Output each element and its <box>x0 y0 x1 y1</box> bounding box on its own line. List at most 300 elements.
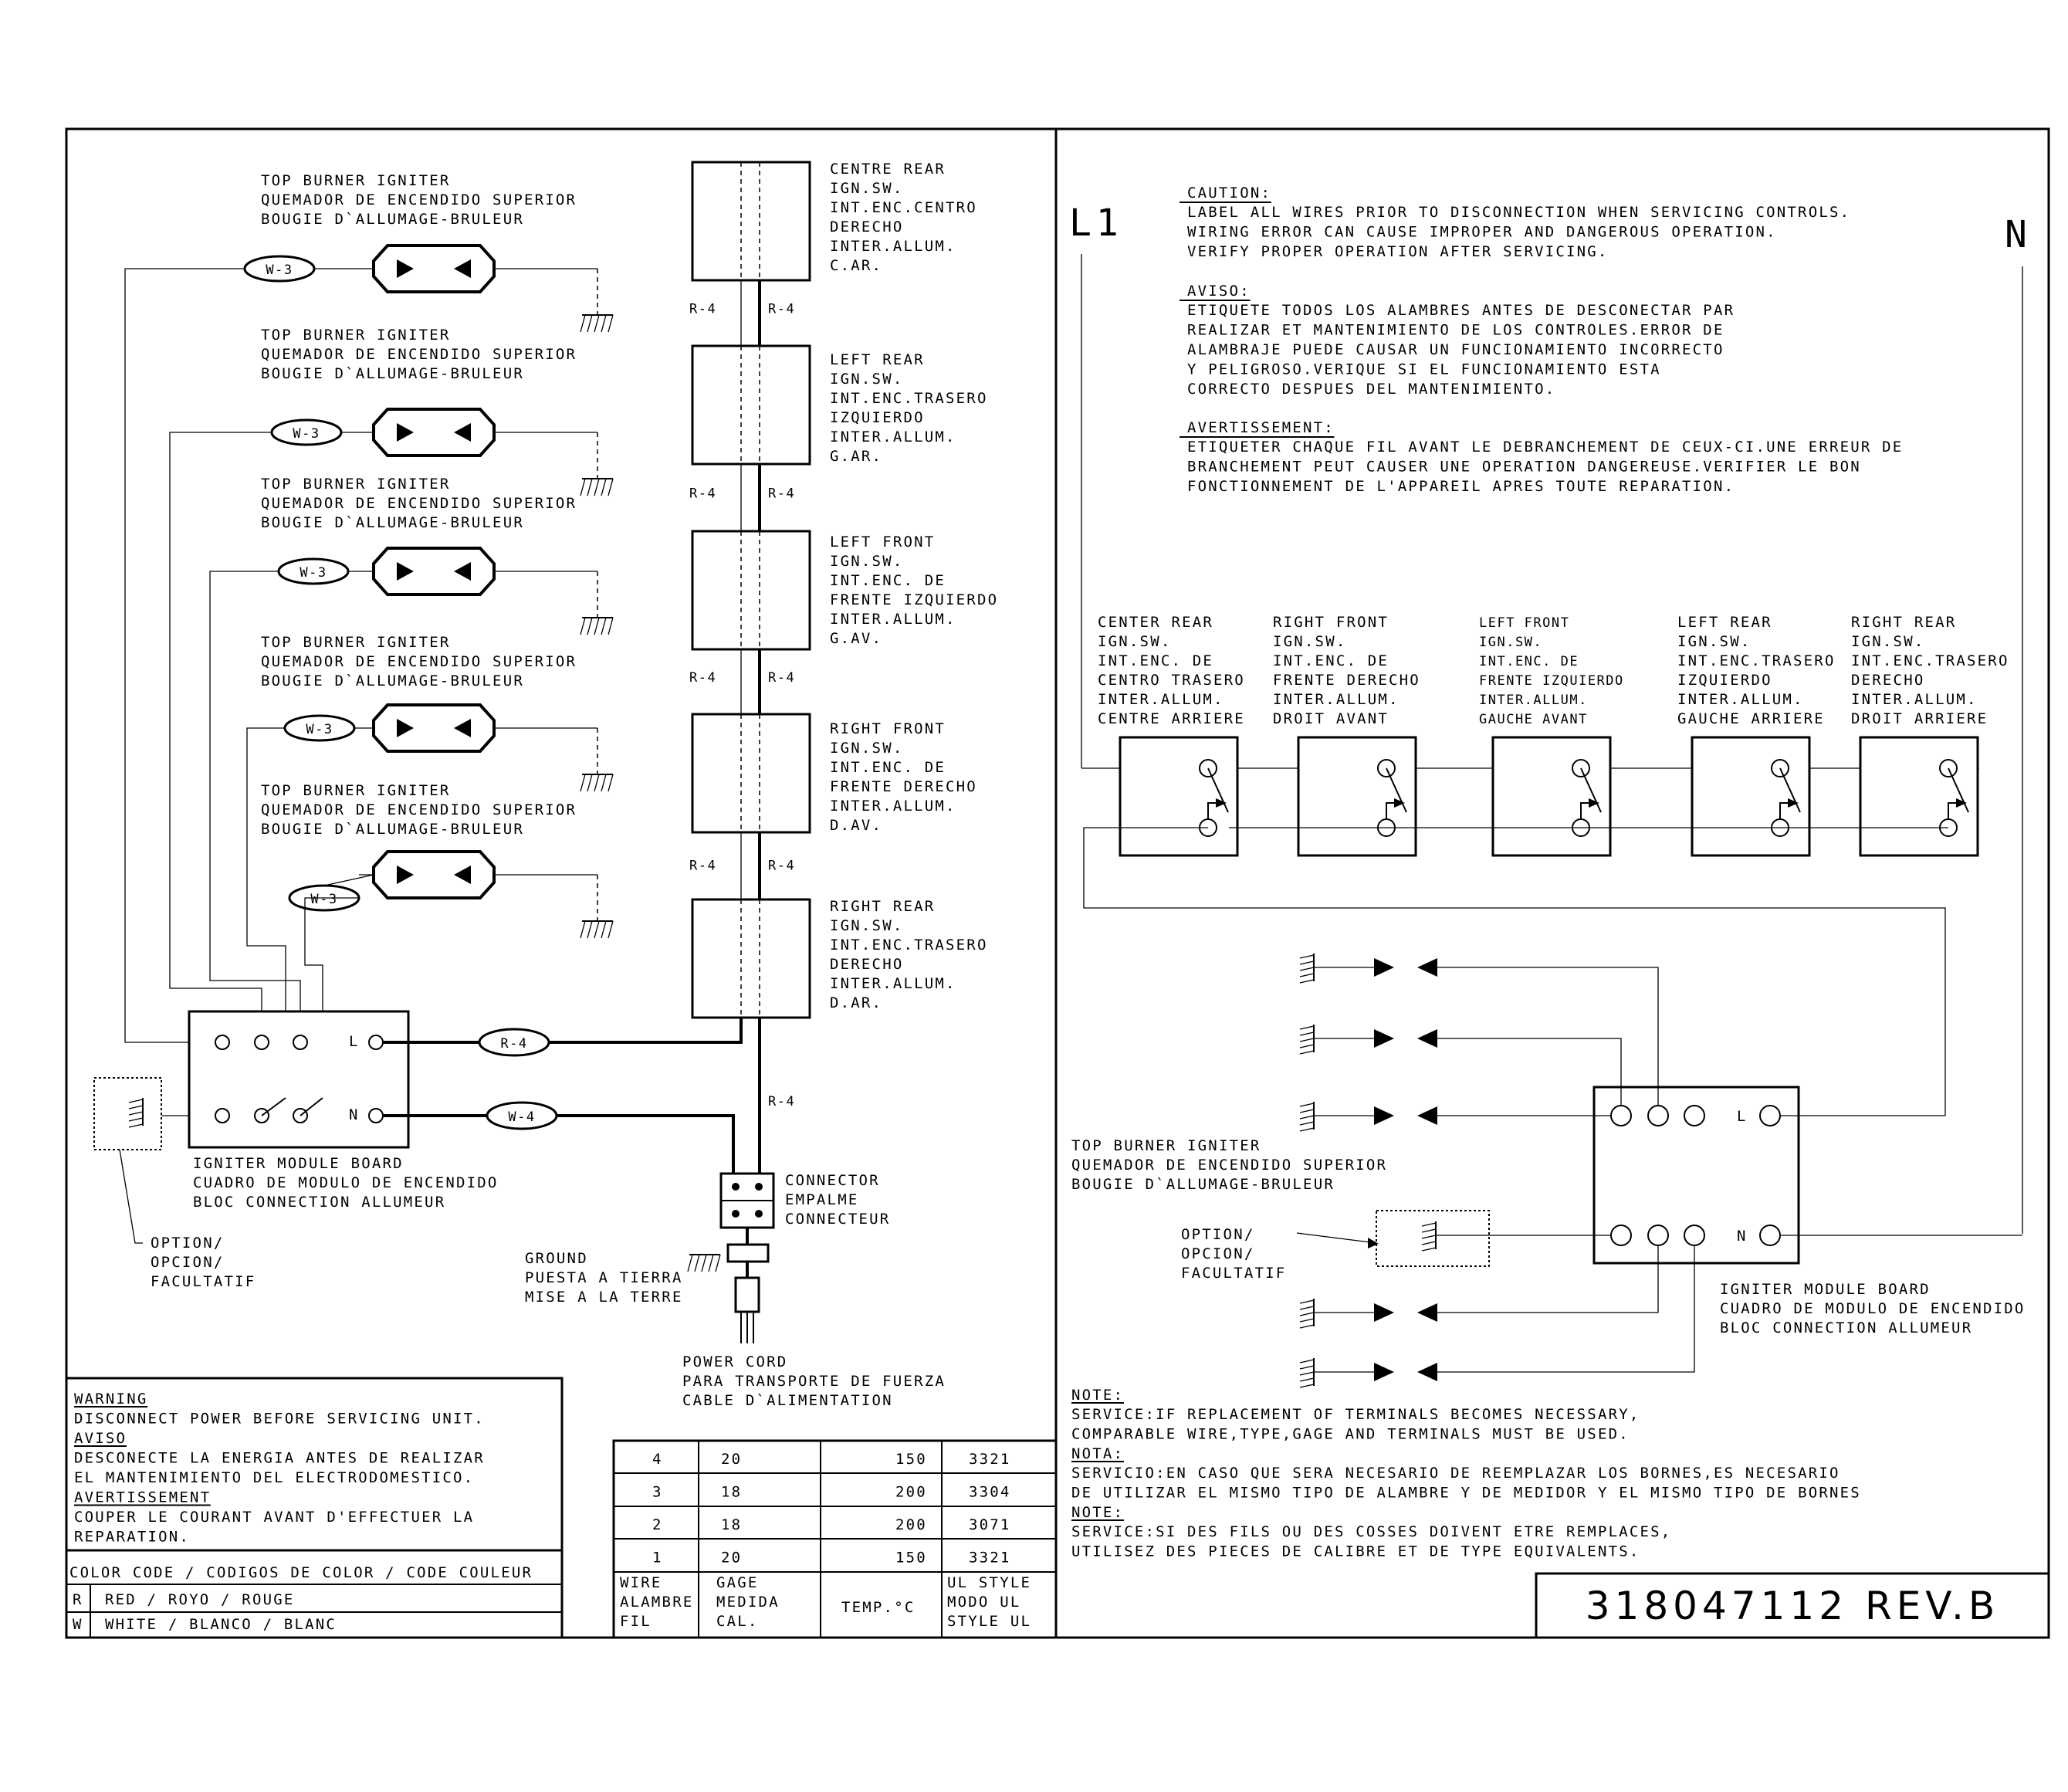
ground-icon <box>580 921 613 938</box>
warning-line: DISCONNECT POWER BEFORE SERVICING UNIT. <box>74 1410 485 1428</box>
wire-table-header: STYLE UL <box>947 1613 1032 1630</box>
ignition-switch-group <box>1677 614 1836 855</box>
switch-label: RIGHT REAR <box>1851 614 1957 631</box>
igniter-symbol <box>1300 1102 1437 1131</box>
wire-line <box>709 1255 713 1272</box>
power-cord-label: CABLE D`ALIMENTATION <box>682 1392 893 1409</box>
wire-line <box>1300 955 1314 958</box>
wire-table-header: CAL. <box>716 1613 759 1630</box>
arrow-left-icon <box>1417 1106 1437 1125</box>
wire-table-header: FIL <box>620 1613 652 1630</box>
switch-label: INTER.ALLUM. <box>830 975 956 992</box>
wire-line <box>129 1118 143 1121</box>
aviso-line: ETIQUETE TODOS LOS ALAMBRES ANTES DE DESCONECTAR PAR <box>1187 302 1735 319</box>
ignition-switch-group <box>1098 614 1245 855</box>
switch-label: DROIT ARRIERE <box>1851 710 1988 727</box>
igniter-label: TOP BURNER IGNITER <box>1071 1137 1261 1154</box>
arrow-left-icon <box>1417 1363 1437 1381</box>
switch-label: FRENTE IZQUIERDO <box>1479 673 1624 689</box>
switch-label: IGN.SW. <box>830 917 904 934</box>
switch-label: INTER.ALLUM. <box>1677 691 1804 708</box>
ignition-switch-group <box>1851 614 2009 855</box>
switch-label: IGN.SW. <box>1098 633 1172 650</box>
switch-label: RIGHT FRONT <box>1273 614 1389 631</box>
r4-label: R-4 <box>768 301 796 317</box>
arrow-right-icon <box>1374 958 1394 977</box>
wire-line <box>129 1099 143 1103</box>
igniter-symbol <box>1300 954 1437 983</box>
igniter-wire <box>1437 1245 1694 1372</box>
w4-wire-label: W-4 <box>508 1109 536 1125</box>
switch-label: GAUCHE ARRIERE <box>1677 710 1825 727</box>
switch-label: INTER.ALLUM. <box>1851 691 1978 708</box>
switch-label: INTER.ALLUM. <box>830 429 956 445</box>
wire-table-header: ALAMBRE <box>620 1594 694 1611</box>
ground-icon <box>1422 1221 1436 1251</box>
wire-table-header: WIRE <box>620 1574 662 1591</box>
igniter-label: BOUGIE D`ALLUMAGE-BRULEUR <box>261 672 524 689</box>
option-label: OPCION/ <box>1181 1245 1255 1262</box>
tables <box>66 1378 1056 1638</box>
wire-line <box>1300 1300 1314 1303</box>
ground-icon <box>129 1098 143 1127</box>
terminal <box>1611 1225 1631 1245</box>
note-title: NOTE: <box>1071 1504 1125 1521</box>
wire-line <box>1300 967 1314 971</box>
module-label: IGNITER MODULE BOARD <box>193 1155 404 1172</box>
switch-label: INT.ENC.TRASERO <box>1677 652 1836 669</box>
wire-table-cell: 3304 <box>969 1483 1011 1501</box>
igniter-body <box>374 852 494 898</box>
ignition-switch-group <box>1273 614 1420 855</box>
connector-pin <box>755 1210 763 1218</box>
wire-line <box>1300 1378 1314 1381</box>
connector-label: CONNECTOR <box>785 1172 880 1189</box>
ignition-switch-box <box>692 714 810 832</box>
switch-label: INT.ENC. DE <box>830 759 946 776</box>
switch-label: INTER.ALLUM. <box>830 611 956 628</box>
r4-wire-label: R-4 <box>500 1036 528 1052</box>
wire-line <box>587 315 592 332</box>
wire-line <box>601 774 606 791</box>
module-label: CUADRO DE MODULO DE ENCENDIDO <box>193 1174 499 1191</box>
wire-code-label: W-3 <box>266 263 293 278</box>
ignition-switch-box <box>692 162 810 280</box>
switch-label: D.AR. <box>830 994 883 1011</box>
wire-to-module <box>125 269 245 1042</box>
part-number: 318047112 REV.B <box>1585 1584 2000 1628</box>
switch-label: GAUCHE AVANT <box>1479 712 1588 727</box>
wire-line <box>1300 1122 1314 1125</box>
wire-table-cell: 20 <box>721 1549 743 1567</box>
switch-label: LEFT REAR <box>830 351 925 368</box>
module-label: BLOC CONNECTION ALLUMEUR <box>193 1194 446 1211</box>
igniter-icon <box>374 852 494 898</box>
igniter-group <box>261 476 613 635</box>
switch-label: CENTRE ARRIERE <box>1098 710 1245 727</box>
note-line: SERVICE:IF REPLACEMENT OF TERMINALS BECOMES NECESSARY, <box>1071 1406 1640 1423</box>
option-leader <box>1297 1233 1376 1243</box>
wire-line <box>1300 1313 1314 1316</box>
terminal <box>1611 1106 1631 1126</box>
wire-table-cell: 4 <box>652 1451 663 1468</box>
igniter-label: QUEMADOR DE ENCENDIDO SUPERIOR <box>1071 1157 1388 1174</box>
ground-icon <box>1300 1025 1314 1054</box>
wire-line <box>594 921 599 938</box>
wire-line <box>702 1255 706 1272</box>
option-label: FACULTATIF <box>1181 1265 1287 1282</box>
option-label: FACULTATIF <box>151 1273 256 1290</box>
wire-line <box>695 1255 699 1272</box>
switch-label: INTER.ALLUM. <box>830 238 956 255</box>
wire-to-module <box>170 432 272 1042</box>
wire-line <box>324 875 374 886</box>
terminal <box>1684 1225 1704 1245</box>
ignition-switch-box <box>1692 737 1809 855</box>
wire-line <box>1300 1045 1314 1048</box>
arrow-left-icon <box>1417 1029 1437 1048</box>
note-line: SERVICIO:EN CASO QUE SERA NECESARIO DE REEMPLAZAR LOS BORNES,ES NECESARIO <box>1071 1465 1840 1482</box>
terminal <box>215 1035 229 1049</box>
ignition-switch-group <box>1479 615 1624 855</box>
igniter-label: BOUGIE D`ALLUMAGE-BRULEUR <box>1071 1176 1335 1193</box>
switch-label: FRENTE IZQUIERDO <box>830 591 999 608</box>
aviso-line: ALAMBRAJE PUEDE CAUSAR UN FUNCIONAMIENTO INCORRECTO <box>1187 341 1724 358</box>
wire-line <box>1300 1360 1314 1363</box>
note-line: DE UTILIZAR EL MISMO TIPO DE ALAMBRE Y DE MEDIDOR Y EL MISMO TIPO DE BORNES <box>1071 1484 1861 1502</box>
terminal <box>1684 1106 1704 1126</box>
wire-line <box>1300 1325 1314 1328</box>
igniter-label: TOP BURNER IGNITER <box>261 327 451 344</box>
switch-label: IGN.SW. <box>1479 635 1543 650</box>
avertissement-line: FONCTIONNEMENT DE L'APPAREIL APRES TOUTE REPARATION. <box>1187 478 1735 495</box>
ground-icon <box>1300 1299 1314 1328</box>
module-label: IGNITER MODULE BOARD <box>1720 1281 1931 1298</box>
terminal <box>255 1035 269 1049</box>
wire-table-header: MODO UL <box>947 1594 1021 1611</box>
switch-label: IGN.SW. <box>1273 633 1347 650</box>
wire-table-cell: 3 <box>652 1483 663 1501</box>
right-panel <box>1069 185 2049 1638</box>
r4-label: R-4 <box>768 858 796 874</box>
switch-label: RIGHT REAR <box>830 898 936 915</box>
wire-table-header: TEMP.°C <box>841 1599 916 1616</box>
ignition-switch-box <box>692 899 810 1018</box>
igniter-label: BOUGIE D`ALLUMAGE-BRULEUR <box>261 211 524 228</box>
wire-line <box>608 479 613 496</box>
igniter-icon <box>374 705 494 751</box>
option-label: OPTION/ <box>1181 1226 1255 1243</box>
color-code-name: RED / ROYO / ROUGE <box>105 1591 295 1608</box>
ground-icon <box>1300 954 1314 983</box>
ignition-switch-box <box>1120 737 1237 855</box>
igniter-label: BOUGIE D`ALLUMAGE-BRULEUR <box>261 821 524 838</box>
ground-icon <box>1300 1102 1314 1131</box>
r4-label: R-4 <box>768 670 796 686</box>
ignition-switch-box <box>692 346 810 464</box>
ignition-switch-box <box>1860 737 1978 855</box>
wire-code-label: W-3 <box>300 565 327 581</box>
igniter-label: TOP BURNER IGNITER <box>261 476 451 493</box>
ground-icon <box>580 618 613 635</box>
switch-label: D.AV. <box>830 817 883 834</box>
r4-label: R-4 <box>768 486 796 502</box>
wire-line <box>601 921 606 938</box>
l-terminal <box>1760 1106 1780 1126</box>
wire-line <box>1300 961 1314 964</box>
power-cord-label: POWER CORD <box>682 1353 788 1370</box>
wire-line <box>716 1255 720 1272</box>
wire-line <box>1300 1319 1314 1322</box>
switch-label: IGN.SW. <box>830 740 904 757</box>
igniter-symbol <box>1300 1025 1437 1054</box>
ground-label: PUESTA A TIERRA <box>525 1269 683 1286</box>
igniter-label: BOUGIE D`ALLUMAGE-BRULEUR <box>261 514 524 531</box>
wire-line <box>1300 1384 1314 1387</box>
switch-label: IZQUIERDO <box>830 409 925 426</box>
wire-table-header: UL STYLE <box>947 1574 1032 1591</box>
wire-line <box>129 1112 143 1115</box>
wire-line <box>1300 1372 1314 1375</box>
switch-label: LEFT FRONT <box>1479 615 1570 631</box>
r4-label: R-4 <box>689 486 717 502</box>
igniter-body <box>374 246 494 292</box>
n-terminal <box>369 1109 383 1123</box>
wire-line <box>601 315 606 332</box>
wire-line <box>1422 1229 1436 1232</box>
terminal <box>1648 1106 1668 1126</box>
wire-line <box>587 921 592 938</box>
igniter-group <box>261 327 613 496</box>
ground-icon <box>580 774 613 791</box>
wire-line <box>1300 1038 1314 1042</box>
note-line: SERVICE:SI DES FILS OU DES COSSES DOIVENT ETRE REMPLACES, <box>1071 1523 1672 1540</box>
wire-line <box>608 921 613 938</box>
switch-label: IZQUIERDO <box>1677 672 1772 689</box>
ignition-switch-box <box>692 531 810 649</box>
wire-line <box>1422 1223 1436 1226</box>
wire-line <box>1300 1366 1314 1369</box>
ignition-switch-group <box>692 161 977 280</box>
wire-line <box>608 315 613 332</box>
switch-label: IGN.SW. <box>830 371 904 388</box>
switch-label: INTER.ALLUM. <box>1479 693 1588 708</box>
terminal <box>1572 760 1589 777</box>
wire-line <box>594 479 599 496</box>
terminal <box>293 1035 307 1049</box>
module-l-terminal-label: L <box>1737 1108 1748 1125</box>
avertissement-line: ETIQUETER CHAQUE FIL AVANT LE DEBRANCHEMENT DE CEUX-CI.UNE ERREUR DE <box>1187 439 1904 456</box>
aviso-line: CORRECTO DESPUES DEL MANTENIMIENTO. <box>1187 381 1556 398</box>
aviso-line: Y PELIGROSO.VERIQUE SI EL FUNCIONAMIENTO ESTA <box>1187 361 1661 378</box>
wire-line <box>1300 1026 1314 1029</box>
switch-label: INT.ENC. DE <box>1098 652 1214 669</box>
arrow-right-icon <box>1374 1106 1394 1125</box>
igniter-body <box>374 705 494 751</box>
igniter-label: BOUGIE D`ALLUMAGE-BRULEUR <box>261 365 524 382</box>
wire-line <box>1422 1242 1436 1245</box>
color-code-name: WHITE / BLANCO / BLANC <box>105 1616 337 1633</box>
wire-table-cell: 3071 <box>969 1516 1011 1533</box>
igniter-icon <box>374 548 494 595</box>
wire-line <box>1422 1235 1436 1238</box>
ground-icon <box>580 315 613 332</box>
note-title: NOTE: <box>1071 1387 1125 1404</box>
switch-label: LEFT FRONT <box>830 534 936 550</box>
wire-line <box>587 479 592 496</box>
wire-table-cell: 3321 <box>969 1451 1011 1468</box>
wire-line <box>594 618 599 635</box>
arrow-right-icon <box>1374 1029 1394 1048</box>
wire-table-cell: 150 <box>895 1451 927 1468</box>
wire-line <box>594 774 599 791</box>
wire-line <box>580 774 585 791</box>
r4-label: R-4 <box>689 858 717 874</box>
l-terminal <box>369 1035 383 1049</box>
wire-line <box>1422 1248 1436 1251</box>
wire-line <box>594 315 599 332</box>
switch-label: INTER.ALLUM. <box>1273 691 1400 708</box>
note-title: NOTA: <box>1071 1445 1125 1462</box>
wire-line <box>1300 1306 1314 1309</box>
option-box <box>1376 1211 1489 1266</box>
switch-label: FRENTE DERECHO <box>1273 672 1420 689</box>
wire-table-cell: 18 <box>721 1483 743 1501</box>
connector-pin <box>732 1183 740 1191</box>
arrow-right-icon <box>1374 1363 1394 1381</box>
arrow-left-icon <box>1417 958 1437 977</box>
warning-line: EL MANTENIMIENTO DEL ELECTRODOMESTICO. <box>74 1469 475 1486</box>
wire-line <box>601 618 606 635</box>
connector-label: EMPALME <box>785 1191 859 1208</box>
wire-line <box>1300 980 1314 983</box>
igniter-label: TOP BURNER IGNITER <box>261 634 451 651</box>
igniter-module-board <box>189 1011 408 1147</box>
igniter-body <box>374 409 494 456</box>
igniter-group <box>245 172 613 332</box>
switch-label: INT.ENC.TRASERO <box>830 390 988 407</box>
switch-label: DERECHO <box>830 956 904 973</box>
avertissement-line: BRANCHEMENT PEUT CAUSER UNE OPERATION DANGEREUSE.VERIFIER LE BON <box>1187 458 1861 476</box>
igniter-group <box>261 782 613 938</box>
caution-line: WIRING ERROR CAN CAUSE IMPROPER AND DANGEROUS OPERATION. <box>1187 223 1777 241</box>
wire-line <box>1300 974 1314 977</box>
avertissement-title: AVERTISSEMENT: <box>1187 419 1335 436</box>
wire-line <box>580 315 585 332</box>
igniter-label: QUEMADOR DE ENCENDIDO SUPERIOR <box>261 653 577 670</box>
switch-label: CENTRO TRASERO <box>1098 672 1245 689</box>
left-panel <box>94 161 998 1409</box>
igniter-icon <box>374 246 494 292</box>
wire-table-cell: 2 <box>652 1516 663 1533</box>
wire-line <box>601 479 606 496</box>
switch-label: CENTER REAR <box>1098 614 1214 631</box>
wire-code-label: W-3 <box>293 426 320 442</box>
switch-label: IGN.SW. <box>1677 633 1752 650</box>
warning-line: WARNING <box>74 1391 148 1408</box>
switch-label: RIGHT FRONT <box>830 720 946 737</box>
wire-table-cell: 20 <box>721 1451 743 1468</box>
wire-table-header: MEDIDA <box>716 1594 780 1611</box>
r4-label: R-4 <box>689 670 717 686</box>
wire-line <box>688 1255 692 1272</box>
option-box <box>94 1078 161 1150</box>
wire-table-cell: 200 <box>895 1483 927 1501</box>
plug-body <box>728 1245 768 1262</box>
ground-label: MISE A LA TERRE <box>525 1289 683 1306</box>
connector-pin <box>732 1210 740 1218</box>
wire-table-cell: 1 <box>652 1549 663 1567</box>
warning-line: COUPER LE COURANT AVANT D'EFFECTUER LA <box>74 1509 475 1526</box>
switch-label: DERECHO <box>830 218 904 235</box>
n-label: N <box>2005 213 2032 256</box>
r4-label: R-4 <box>768 1094 796 1109</box>
note-line: UTILISEZ DES PIECES DE CALIBRE ET DE TYPE EQUIVALENTS. <box>1071 1543 1640 1560</box>
color-code-letter: R <box>73 1591 83 1608</box>
module-l-terminal-label: L <box>349 1033 360 1050</box>
wire-line <box>608 774 613 791</box>
ground-icon <box>1300 1358 1314 1387</box>
wire-code-label: W-3 <box>310 892 338 907</box>
switch-label: LEFT REAR <box>1677 614 1772 631</box>
wire-line <box>1300 1051 1314 1054</box>
switch-return <box>1084 828 1945 1116</box>
arrow-left-icon <box>1417 1303 1437 1322</box>
switch-label: INT.ENC. DE <box>1479 654 1579 669</box>
wire-table-cell: 18 <box>721 1516 743 1533</box>
wire-table-cell: 150 <box>895 1549 927 1567</box>
warning-line: REPARATION. <box>74 1528 191 1546</box>
igniter-symbol <box>1300 1358 1437 1387</box>
switch-label: INT.ENC. DE <box>1273 652 1389 669</box>
caution-title: CAUTION: <box>1187 185 1272 202</box>
switch-label: IGN.SW. <box>830 553 904 570</box>
module-label: BLOC CONNECTION ALLUMEUR <box>1720 1319 1973 1336</box>
warning-line: AVISO <box>74 1430 127 1447</box>
switch-label: FRENTE DERECHO <box>830 778 977 795</box>
wire-line <box>129 1124 143 1127</box>
igniter-label: QUEMADOR DE ENCENDIDO SUPERIOR <box>261 495 577 512</box>
wire-table-cell: 3321 <box>969 1549 1011 1567</box>
igniter-label: QUEMADOR DE ENCENDIDO SUPERIOR <box>261 346 577 363</box>
ignition-switch-box <box>1298 737 1416 855</box>
caution-line: VERIFY PROPER OPERATION AFTER SERVICING. <box>1187 243 1609 260</box>
igniter-label: TOP BURNER IGNITER <box>261 782 451 799</box>
igniter-group <box>261 634 613 791</box>
switch-label: IGN.SW. <box>1851 633 1925 650</box>
n-wire <box>383 1116 733 1180</box>
ignition-switch-group <box>692 531 998 649</box>
igniter-label: QUEMADOR DE ENCENDIDO SUPERIOR <box>261 191 577 208</box>
wire-line <box>580 921 585 938</box>
terminal <box>1648 1225 1668 1245</box>
switch-label: INT.ENC.TRASERO <box>830 937 988 954</box>
plug-head <box>736 1278 759 1312</box>
l1-label: L1 <box>1069 202 1123 245</box>
switch-label: IGN.SW. <box>830 180 904 197</box>
switch-label: G.AR. <box>830 448 883 465</box>
igniter-icon <box>374 409 494 456</box>
module-label: CUADRO DE MODULO DE ENCENDIDO <box>1720 1300 2026 1317</box>
ground-icon <box>688 1255 720 1272</box>
color-code-title: COLOR CODE / CODIGOS DE COLOR / CODE COULEUR <box>69 1564 533 1581</box>
igniter-label: QUEMADOR DE ENCENDIDO SUPERIOR <box>261 801 577 818</box>
ground-icon <box>580 479 613 496</box>
module-n-terminal-label: N <box>1737 1228 1748 1245</box>
r4-label: R-4 <box>689 301 717 317</box>
wire-line <box>580 618 585 635</box>
switch-label: DROIT AVANT <box>1273 710 1389 727</box>
